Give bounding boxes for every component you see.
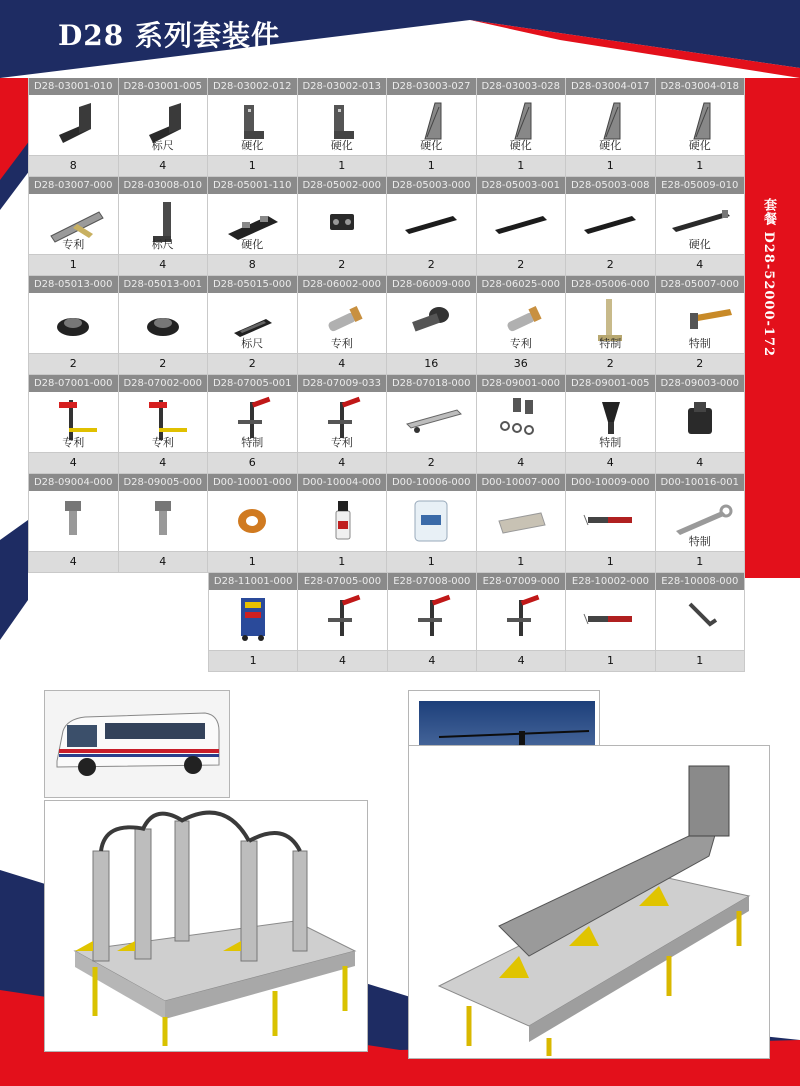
- part-cell: [566, 177, 656, 276]
- part-image: [209, 590, 297, 650]
- part-code: D00-10001-000: [208, 474, 297, 491]
- part-code: D28-03007-000: [29, 177, 118, 194]
- part-code: D28-05015-000: [208, 276, 297, 293]
- part-code: D28-05003-001: [477, 177, 566, 194]
- part-cell: [477, 375, 567, 474]
- part-code: D28-07001-000: [29, 375, 118, 392]
- part-quantity: 4: [298, 650, 386, 672]
- part-note: 专利: [330, 337, 353, 350]
- part-quantity: 2: [387, 452, 476, 474]
- part-image: [29, 293, 118, 353]
- part-cell: [298, 78, 388, 177]
- part-image: [208, 293, 297, 353]
- part-note: 标尺: [241, 337, 264, 350]
- part-cell: [656, 276, 746, 375]
- part-note: 标尺: [151, 139, 174, 152]
- part-code: E28-10002-000: [566, 573, 654, 590]
- part-cell: [119, 276, 209, 375]
- part-cell: [208, 78, 298, 177]
- part-cell: [387, 177, 477, 276]
- part-note: 硬化: [688, 238, 711, 251]
- part-quantity: 4: [29, 551, 118, 573]
- part-code: E28-05009-010: [656, 177, 745, 194]
- part-quantity: 2: [119, 353, 208, 375]
- part-cell: [387, 474, 477, 573]
- part-quantity: 6: [208, 452, 297, 474]
- part-image: [298, 590, 386, 650]
- part-code: D28-09001-005: [566, 375, 655, 392]
- part-code: D28-09003-000: [656, 375, 745, 392]
- part-note: 标尺: [151, 238, 174, 251]
- part-quantity: 2: [208, 353, 297, 375]
- part-image: [566, 293, 655, 353]
- part-code: D28-03004-018: [656, 78, 745, 95]
- part-note: 专利: [151, 436, 174, 449]
- part-image: [119, 293, 208, 353]
- page-title: D28 系列套装件: [58, 19, 280, 52]
- part-cell: [119, 474, 209, 573]
- part-image: [388, 590, 476, 650]
- part-quantity: 1: [477, 551, 566, 573]
- part-code: E28-07005-000: [298, 573, 386, 590]
- part-code: D28-09001-000: [477, 375, 566, 392]
- part-note: 专利: [509, 337, 532, 350]
- part-cell: [656, 177, 746, 276]
- table-row: [28, 573, 745, 672]
- part-cell: [208, 177, 298, 276]
- part-quantity: 4: [656, 254, 745, 276]
- part-code: D28-03002-012: [208, 78, 297, 95]
- part-code: D00-10007-000: [477, 474, 566, 491]
- part-note: 特制: [688, 535, 711, 548]
- part-image: [119, 95, 208, 155]
- part-cell: [656, 474, 746, 573]
- part-image: [208, 95, 297, 155]
- row-spacer: [28, 573, 208, 672]
- part-image: [477, 392, 566, 452]
- part-quantity: 8: [29, 155, 118, 177]
- part-quantity: 4: [656, 452, 745, 474]
- part-image: [566, 194, 655, 254]
- part-code: D28-07009-033: [298, 375, 387, 392]
- part-image: [298, 95, 387, 155]
- part-quantity: 4: [119, 551, 208, 573]
- part-quantity: 2: [29, 353, 118, 375]
- part-quantity: 1: [566, 650, 654, 672]
- part-quantity: 4: [298, 452, 387, 474]
- part-image: [656, 491, 745, 551]
- part-code: D28-03003-028: [477, 78, 566, 95]
- part-code: D28-06025-000: [477, 276, 566, 293]
- part-image: [298, 491, 387, 551]
- part-image: [29, 95, 118, 155]
- part-image: [387, 293, 476, 353]
- part-code: D28-05003-000: [387, 177, 476, 194]
- part-cell: [387, 78, 477, 177]
- part-code: D28-05001-110: [208, 177, 297, 194]
- part-code: D28-07005-001: [208, 375, 297, 392]
- part-cell: [208, 573, 298, 672]
- part-cell: [387, 276, 477, 375]
- part-image: [566, 392, 655, 452]
- part-cell: [298, 375, 388, 474]
- part-quantity: 2: [566, 254, 655, 276]
- part-cell: [28, 276, 119, 375]
- part-cell: [566, 573, 655, 672]
- part-image: [387, 392, 476, 452]
- part-quantity: 1: [298, 155, 387, 177]
- part-cell: [566, 474, 656, 573]
- part-quantity: 2: [387, 254, 476, 276]
- part-code: D28-07002-000: [119, 375, 208, 392]
- part-code: D28-05003-008: [566, 177, 655, 194]
- part-quantity: 1: [566, 551, 655, 573]
- part-quantity: 1: [566, 155, 655, 177]
- part-quantity: 1: [29, 254, 118, 276]
- part-image: [656, 95, 745, 155]
- part-image: [119, 194, 208, 254]
- part-cell: [477, 177, 567, 276]
- part-quantity: 1: [208, 155, 297, 177]
- table-row: [28, 276, 745, 375]
- part-note: 特制: [241, 436, 264, 449]
- part-quantity: 1: [656, 551, 745, 573]
- part-cell: [208, 276, 298, 375]
- part-image: [656, 194, 745, 254]
- part-image: [29, 392, 118, 452]
- part-image: [477, 293, 566, 353]
- part-cell: [477, 276, 567, 375]
- part-quantity: 8: [208, 254, 297, 276]
- part-cell: [119, 177, 209, 276]
- part-code: E28-07008-000: [388, 573, 476, 590]
- helicopter-frame-fixture-image: [408, 745, 770, 1059]
- part-quantity: 4: [388, 650, 476, 672]
- part-cell: [566, 375, 656, 474]
- table-row: [28, 177, 745, 276]
- part-note: 专利: [62, 436, 85, 449]
- part-quantity: 1: [298, 551, 387, 573]
- part-code: D00-10006-000: [387, 474, 476, 491]
- part-note: 特制: [599, 337, 622, 350]
- part-image: [566, 491, 655, 551]
- part-image: [477, 95, 566, 155]
- part-note: 硬化: [688, 139, 711, 152]
- part-cell: [28, 375, 119, 474]
- part-code: D00-10009-000: [566, 474, 655, 491]
- part-quantity: 1: [656, 650, 744, 672]
- part-code: E28-07009-000: [477, 573, 565, 590]
- part-quantity: 2: [656, 353, 745, 375]
- part-cell: [119, 78, 209, 177]
- part-note: 硬化: [241, 238, 264, 251]
- part-image: [208, 194, 297, 254]
- part-cell: [656, 573, 745, 672]
- part-note: 硬化: [509, 139, 532, 152]
- part-code: D28-03001-010: [29, 78, 118, 95]
- part-code: D28-05002-000: [298, 177, 387, 194]
- part-cell: [28, 474, 119, 573]
- part-image: [656, 590, 744, 650]
- part-code: D28-05013-001: [119, 276, 208, 293]
- bus-photo: [44, 690, 230, 798]
- part-image: [387, 95, 476, 155]
- part-code: D28-05007-000: [656, 276, 745, 293]
- part-quantity: 16: [387, 353, 476, 375]
- part-image: [208, 392, 297, 452]
- part-image: [477, 194, 566, 254]
- part-code: D28-03008-010: [119, 177, 208, 194]
- part-cell: [298, 474, 388, 573]
- part-cell: [28, 177, 119, 276]
- part-quantity: 4: [298, 353, 387, 375]
- part-image: [387, 194, 476, 254]
- part-code: D28-06002-000: [298, 276, 387, 293]
- part-quantity: 4: [119, 254, 208, 276]
- part-code: E28-10008-000: [656, 573, 744, 590]
- part-note: 硬化: [330, 139, 353, 152]
- part-note: 专利: [62, 238, 85, 251]
- part-image: [656, 293, 745, 353]
- part-code: D28-09004-000: [29, 474, 118, 491]
- part-cell: [387, 375, 477, 474]
- part-quantity: 1: [387, 551, 476, 573]
- part-cell: [477, 474, 567, 573]
- part-cell: [298, 276, 388, 375]
- part-code: D28-03001-005: [119, 78, 208, 95]
- part-image: [298, 194, 387, 254]
- part-cell: [208, 474, 298, 573]
- part-note: 硬化: [241, 139, 264, 152]
- bus-frame-fixture-image: [44, 800, 368, 1052]
- part-cell: [298, 177, 388, 276]
- part-image: [298, 293, 387, 353]
- part-code: D00-10004-000: [298, 474, 387, 491]
- part-quantity: 4: [119, 452, 208, 474]
- part-quantity: 36: [477, 353, 566, 375]
- table-row: [28, 78, 745, 177]
- part-cell: [477, 78, 567, 177]
- part-quantity: 2: [566, 353, 655, 375]
- part-image: [119, 491, 208, 551]
- part-cell: [566, 276, 656, 375]
- part-note: 特制: [688, 337, 711, 350]
- part-image: [566, 95, 655, 155]
- part-image: [656, 392, 745, 452]
- part-code: D28-03002-013: [298, 78, 387, 95]
- parts-table: [28, 78, 745, 672]
- part-quantity: 1: [387, 155, 476, 177]
- part-cell: [656, 78, 746, 177]
- part-code: D28-07018-000: [387, 375, 476, 392]
- part-quantity: 4: [477, 650, 565, 672]
- part-code: D00-10016-001: [656, 474, 745, 491]
- part-image: [566, 590, 654, 650]
- part-quantity: 2: [477, 254, 566, 276]
- part-note: 特制: [599, 436, 622, 449]
- part-code: D28-06009-000: [387, 276, 476, 293]
- part-image: [298, 392, 387, 452]
- part-image: [29, 491, 118, 551]
- package-sidebar: [745, 78, 800, 578]
- part-quantity: 4: [119, 155, 208, 177]
- table-row: [28, 474, 745, 573]
- part-image: [119, 392, 208, 452]
- part-note: 硬化: [420, 139, 443, 152]
- table-row: [28, 375, 745, 474]
- part-code: D28-11001-000: [209, 573, 297, 590]
- part-quantity: 4: [566, 452, 655, 474]
- package-label: 套餐 D28-52000-172: [761, 198, 776, 358]
- part-code: D28-05013-000: [29, 276, 118, 293]
- part-note: 硬化: [599, 139, 622, 152]
- part-cell: [477, 573, 566, 672]
- part-cell: [656, 375, 746, 474]
- part-image: [477, 491, 566, 551]
- part-cell: [28, 78, 119, 177]
- part-quantity: 4: [29, 452, 118, 474]
- part-cell: [566, 78, 656, 177]
- part-image: [208, 491, 297, 551]
- part-code: D28-09005-000: [119, 474, 208, 491]
- part-image: [29, 194, 118, 254]
- part-note: 专利: [330, 436, 353, 449]
- part-quantity: 1: [656, 155, 745, 177]
- part-code: D28-03004-017: [566, 78, 655, 95]
- part-cell: [208, 375, 298, 474]
- part-quantity: 1: [477, 155, 566, 177]
- part-cell: [298, 573, 387, 672]
- part-cell: [388, 573, 477, 672]
- part-code: D28-05006-000: [566, 276, 655, 293]
- part-quantity: 2: [298, 254, 387, 276]
- part-image: [387, 491, 476, 551]
- part-quantity: 1: [209, 650, 297, 672]
- part-quantity: 4: [477, 452, 566, 474]
- part-quantity: 1: [208, 551, 297, 573]
- part-code: D28-03003-027: [387, 78, 476, 95]
- part-image: [477, 590, 565, 650]
- part-cell: [119, 375, 209, 474]
